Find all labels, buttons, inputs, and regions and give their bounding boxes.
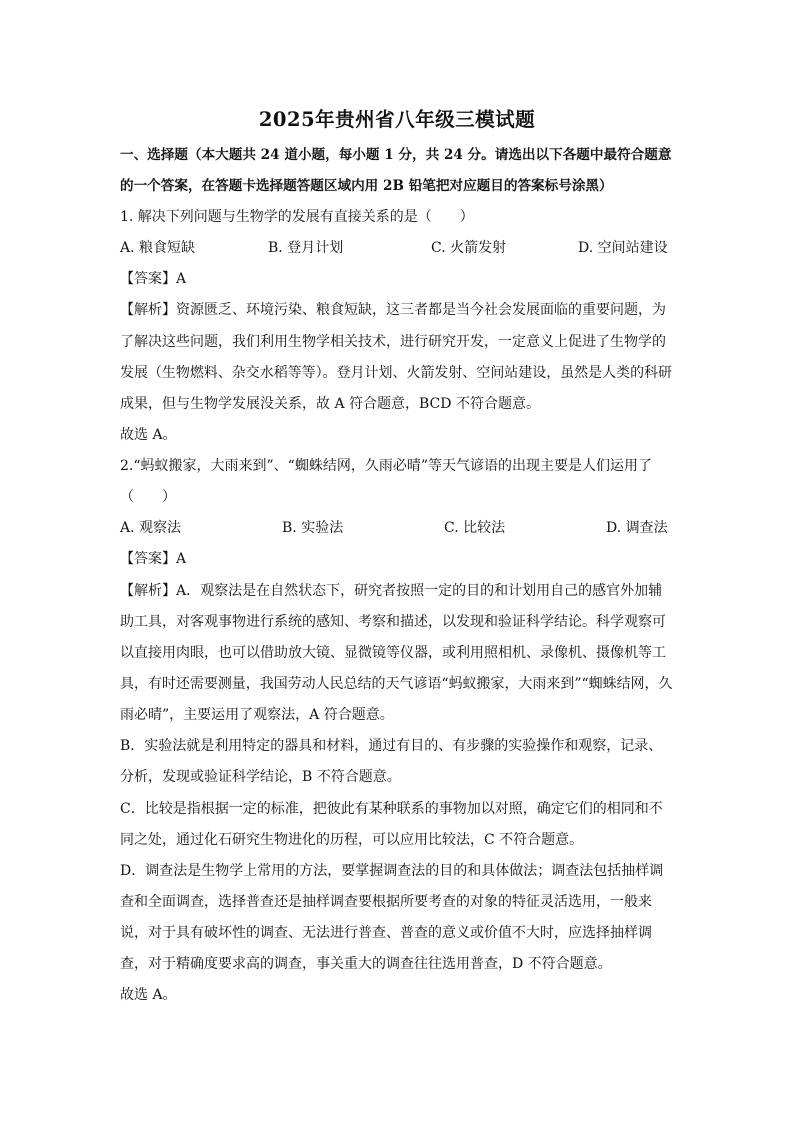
question-1-stem: 1. 解决下列问题与生物学的发展有直接关系的是（ ） — [120, 209, 474, 225]
question-2-answer: 【答案】A — [120, 551, 187, 567]
question-2-analysis-line: 说，对于具有破坏性的调查、无法进行普查、普查的意义或价值不大时，应选择抽样调 — [120, 925, 652, 941]
question-1-option-b: B. 登月计划 — [268, 240, 344, 256]
question-1-analysis-line: 【解析】资源匮乏、环境污染、粮食短缺，这三者都是当今社会发展面临的重要问题，为 — [120, 302, 666, 318]
question-1-answer: 【答案】A — [120, 271, 187, 287]
question-2-analysis-line: 以直接用肉眼，也可以借助放大镜、显微镜等仪器，或利用照相机、录像机、摄像机等工 — [120, 645, 666, 661]
question-2-option-b: B. 实验法 — [282, 520, 344, 536]
question-2-stem-blank: （ ） — [120, 489, 176, 505]
question-1-analysis-line: 发展（生物燃料、杂交水稻等等）。登月计划、火箭发射、空间站建设，虽然是人类的科研 — [120, 365, 673, 381]
question-2-analysis-line: 助工具，对客观事物进行系统的感知、考察和描述，以发现和验证科学结论。科学观察可 — [120, 614, 666, 630]
section-instructions-line-2: 的一个答案，在答题卡选择题答题区域内用 2B 铅笔把对应题目的答案标号涂黑） — [120, 178, 613, 194]
question-2-analysis-line: 同之处，通过化石研究生物进化的历程，可以应用比较法，C 不符合题意。 — [120, 832, 584, 848]
question-2-analysis-line: C．比较是指根据一定的标准，把彼此有某种联系的事物加以对照，确定它们的相同和不 — [120, 801, 663, 817]
question-1-conclusion: 故选 A。 — [120, 427, 177, 443]
question-2-analysis-line: 分析，发现或验证科学结论，B 不符合题意。 — [120, 769, 401, 785]
question-2-analysis-line: 查和全面调查，选择普查还是抽样调查要根据所要考查的对象的特征灵活选用，一般来 — [120, 894, 652, 910]
question-2-analysis-line: 雨必晴”，主要运用了观察法，A 符合题意。 — [120, 707, 394, 723]
question-2-stem: 2.“蚂蚁搬家，大雨来到”、“蜘蛛结网，久雨必晴”等天气谚语的出现主要是人们运用了 — [120, 458, 652, 474]
question-1-option-a: A. 粮食短缺 — [120, 240, 196, 256]
question-1-option-d: D. 空间站建设 — [578, 240, 668, 256]
question-1-analysis-line: 成果，但与生物学发展没关系，故 A 符合题意，BCD 不符合题意。 — [120, 396, 540, 412]
question-2-conclusion: 故选 A。 — [120, 987, 177, 1003]
page-title: 2025年贵州省八年级三模试题 — [258, 108, 536, 131]
question-2-option-a: A. 观察法 — [120, 520, 182, 536]
section-instructions-line-1: 一、选择题（本大题共 24 道小题，每小题 1 分，共 24 分。请选出以下各题中最符合题意 — [120, 147, 672, 163]
question-2-analysis-line: 具，有时还需要测量，我国劳动人民总结的天气谚语“蚂蚁搬家，大雨来到”“蜘蛛结网，久 — [120, 676, 673, 692]
question-2-analysis-line: D．调查法是生物学上常用的方法，要掌握调查法的目的和具体做法；调查法包括抽样调 — [120, 863, 664, 879]
question-1-analysis-line: 了解决这些问题，我们利用生物学相关技术，进行研究开发，一定意义上促进了生物学的 — [120, 334, 666, 350]
question-2-analysis-line: B．实验法就是利用特定的器具和材料，通过有目的、有步骤的实验操作和观察，记录、 — [120, 738, 663, 754]
question-1-option-c: C. 火箭发射 — [431, 240, 507, 256]
question-2-analysis-line: 【解析】A．观察法是在自然状态下，研究者按照一定的目的和计划用自己的感官外加辅 — [120, 583, 663, 599]
question-2-option-c: C. 比较法 — [444, 520, 506, 536]
question-2-option-d: D. 调查法 — [606, 520, 668, 536]
question-2-analysis-line: 查，对于精确度要求高的调查，事关重大的调查往往选用普查，D 不符合题意。 — [120, 956, 612, 972]
